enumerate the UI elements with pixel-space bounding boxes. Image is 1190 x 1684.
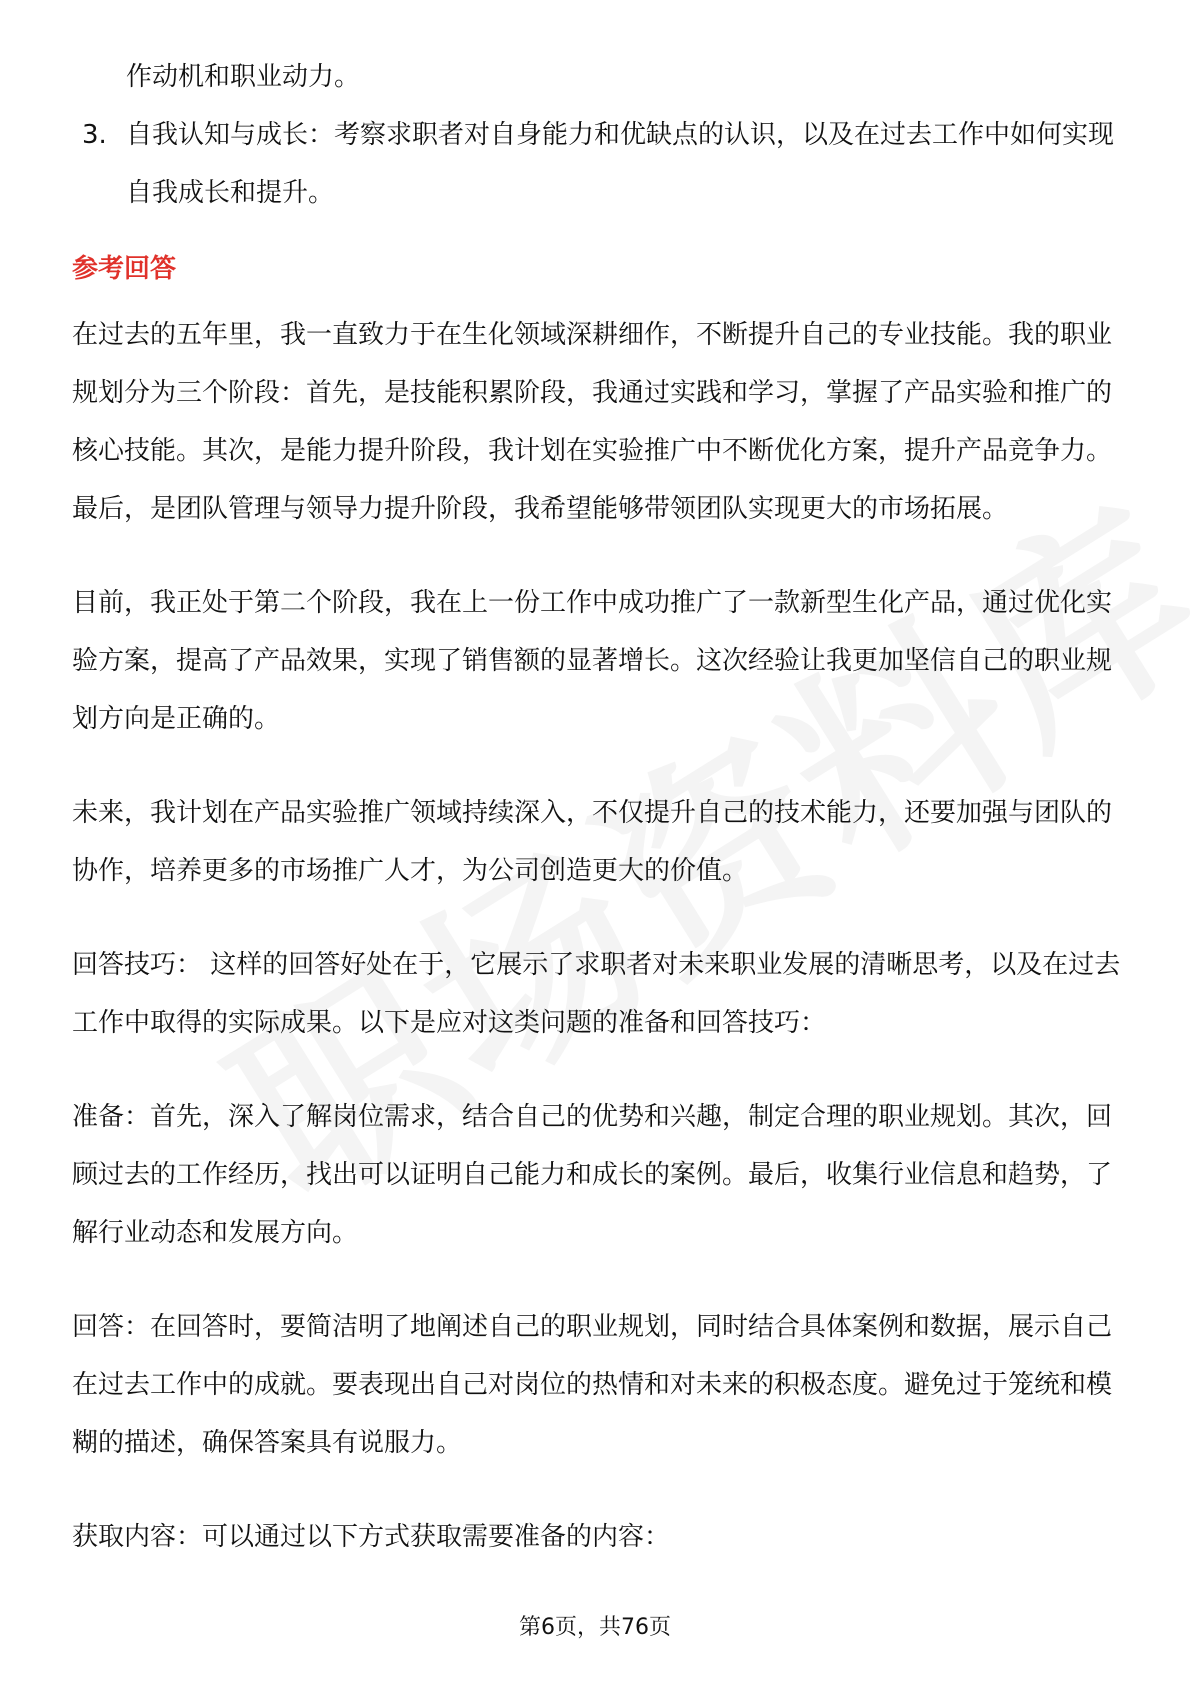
- answer-advice-paragraph: 回答：在回答时，要简洁明了地阐述自己的职业规划，同时结合具体案例和数据，展示自己在过去工作中的成就。要表现出自己对岗位的热情和对未来的积极态度。避免过于笼统和模糊的描述，确保答案具有说服力。: [72, 1312, 1113, 1458]
- answer-paragraph-2: 目前，我正处于第二个阶段，我在上一份工作中成功推广了一款新型生化产品，通过优化实验方案，提高了产品效果，实现了销售额的显著增长。这次经验让我更加坚信自己的职业规划方向是正确的。: [72, 588, 1113, 734]
- preparation-paragraph: 准备：首先，深入了解岗位需求，结合自己的优势和兴趣，制定合理的职业规划。其次，回顾过去的工作经历，找出可以证明自己能力和成长的案例。最后，收集行业信息和趋势，了解行业动态和发展方向。: [72, 1102, 1113, 1248]
- answer-paragraph-1: 在过去的五年里，我一直致力于在生化领域深耕细作，不断提升自己的专业技能。我的职业规划分为三个阶段：首先，是技能积累阶段，我通过实践和学习，掌握了产品实验和推广的核心技能。其次，是能力提升阶段，我计划在实验推广中不断优化方案，提升产品竞争力。最后，是团队管理与领导力提升阶段，我希望能够带领团队实现更大的市场拓展。: [72, 320, 1113, 524]
- list-item-number: 3.: [82, 120, 107, 150]
- list-item-text: 自我认知与成长：考察求职者对自身能力和优缺点的认识，以及在过去工作中如何实现自我成长和提升。: [126, 120, 1115, 208]
- list-item: [72, 106, 1127, 222]
- list-item-continuation: 作动机和职业动力。: [126, 62, 361, 92]
- page-content: [72, 48, 1127, 1566]
- answer-paragraph-3: 未来，我计划在产品实验推广领域持续深入，不仅提升自己的技术能力，还要加强与团队的协作，培养更多的市场推广人才，为公司创造更大的价值。: [72, 798, 1113, 886]
- section-title: 参考回答: [72, 254, 177, 284]
- content-source-paragraph: 获取内容：可以通过以下方式获取需要准备的内容：: [72, 1522, 671, 1552]
- page-number: 第6页，共76页: [519, 1615, 671, 1640]
- tips-paragraph: 回答技巧： 这样的回答好处在于，它展示了求职者对未来职业发展的清晰思考，以及在过去工作中取得的实际成果。以下是应对这类问题的准备和回答技巧：: [72, 950, 1121, 1038]
